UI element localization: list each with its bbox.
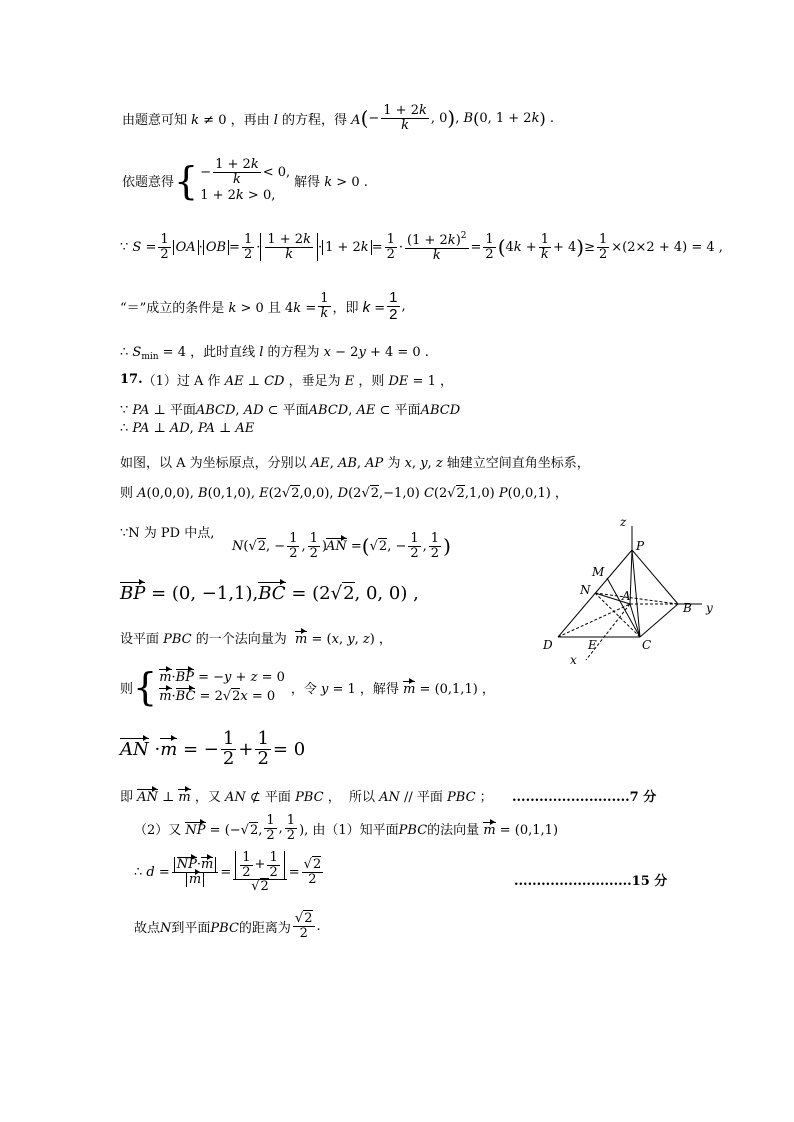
label-B: B	[683, 601, 692, 615]
q17-part1-line2: ∵ PA ⊥ 平面ABCD, AD ⊂ 平面ABCD, AE ⊂ 平面ABCD	[120, 403, 461, 418]
q17-score-15: ..........................15 分	[514, 874, 668, 889]
q17-part1-line6c: AN = ( √2, − $\frac{1}{2}$ , $\frac{1}{2}$ )	[326, 531, 451, 561]
label-P: P	[636, 539, 645, 553]
q17-conclusion: 故点N到平面PBC的距离为 $\frac{√2}{2}$ .	[134, 911, 321, 941]
solution-line-4: “＝”成立的条件是 k > 0 且 4k = $\frac{1}{k}$ ，即 k = $\frac{1}{2}$ ,	[120, 289, 406, 323]
pyramid-figure	[540, 512, 730, 670]
label-D: D	[543, 638, 553, 652]
q17-score-7: ..........................7 分	[512, 790, 657, 805]
solution-line-1: 由题意可知 k ≠ 0 ，再由 l 的方程，得 A ( − $\frac{1 + 2k}{k}$ , 0 ) , B ( 0, 1 + 2k ) .	[122, 103, 554, 133]
q17-part1-line6a: ∵N 为 PD 中点,	[120, 526, 215, 541]
label-M: M	[592, 565, 605, 579]
q17-part1-line6b: N (√2, − $\frac{1}{2}$ , $\frac{1}{2}$ )	[232, 531, 327, 561]
label-z: z	[620, 515, 627, 529]
label-C: C	[642, 638, 652, 652]
q17-part1-line9: 则 { m·BP = −y + z = 0 m·BC = 2√2x = 0 ，令 y = 1 ，解得 m = (0,1,1) ，	[120, 665, 495, 709]
q17-part1-line8: 设平面 PBC 的一个法向量为 m = (x, y, z) ，	[120, 632, 392, 647]
label-E: E	[588, 638, 597, 652]
q17-part1-line5: 则 A(0,0,0), B(0,1,0), E(2√2,0,0), D(2√2,−1,0) C(2√2,1,0) P(0,0,1) ，	[120, 486, 568, 501]
edge-DA	[558, 604, 630, 637]
edge-PB	[632, 550, 678, 604]
q17-part1-line4: 如图，以 A 为坐标原点，分别以 AE, AB, AP 为 x, y, z 轴建立空间直角坐标系，	[120, 456, 590, 471]
q17-part1-line3: ∴ PA ⊥ AD, PA ⊥ AE	[120, 421, 255, 436]
edge-CB	[640, 604, 678, 637]
solution-line-2: 依题意得 { − $\frac{1 + 2k}{k}$ < 0, 1 + 2k > 0, 解得 k > 0 .	[122, 157, 368, 204]
label-A: A	[622, 589, 631, 603]
q17-part1-line7: BP = (0, −1,1), BC = (2√2, 0, 0) ,	[120, 583, 419, 604]
q17-part2-line2: ∴ d = $\frac{NP\cdot m}{m}$ = $\frac{1}{2}$ + $\frac{1}{2}$ √2 = $\frac{√2}{2}$	[134, 850, 322, 895]
solution-line-5: ∴ $S_{min} = 4$ ，此时直线 l 的方程为 x − 2y + 4 = 0 .	[120, 345, 429, 362]
label-N: N	[580, 583, 591, 597]
q17-part1-line10: AN · m = − $\frac{1}{2}$ + $\frac{1}{2}$ = 0	[120, 728, 306, 769]
q17-part2-line1: （2）又 NP = (−√2, $\frac{1}{2}$ , $\frac{1}{2}$ ), 由（1）知平面PBC的法向量 m = (0,1,1)	[134, 813, 559, 843]
q17-part1-line11: 即 AN ⊥ m ，又 AN ⊄ 平面 PBC ， 所以 AN // 平面 PBC ；	[120, 790, 493, 805]
solution-line-3: ∵ S = $\frac{1}{2}$ OA · OB = $\frac{1}{2}$ · $\frac{1 + 2k}{k}$ · 1 + 2k = $\frac{1}{2}$ · $\frac{(1 + 2k)^2}{k}$ = $\frac{1}{2}$ ( 4k + $\frac{1}{k}$ + 4 ) ≥ $\frac{1}{2}$ ×(2×2 + 4) = 4 ,	[120, 231, 723, 263]
q17-part1-line1: 17. （1）过 A 作 AE ⊥ CD ，垂足为 E ，则 DE = 1 ，	[120, 372, 453, 389]
label-y: y	[706, 601, 713, 615]
label-x: x	[570, 653, 577, 667]
